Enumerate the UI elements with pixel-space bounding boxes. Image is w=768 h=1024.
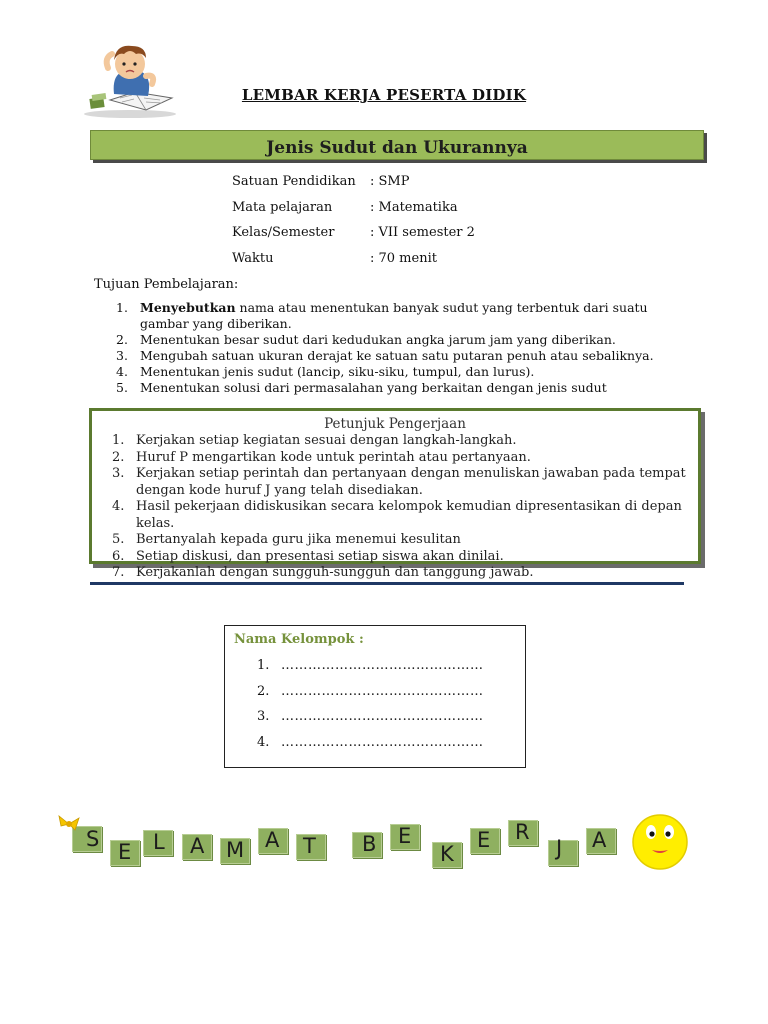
info-label: Satuan Pendidikan [232, 174, 356, 189]
instruction-number: 1. [112, 433, 125, 448]
banner-letter: A [592, 828, 607, 852]
instructions-list [112, 433, 692, 582]
objective-text: Menentukan besar sudut dari kedudukan angka jarum jam yang diberikan. [140, 332, 616, 347]
info-value: : VII semester 2 [370, 225, 475, 240]
instruction-number: 6. [112, 548, 125, 564]
group-member-field[interactable] [255, 658, 484, 684]
info-label: Mata pelajaran [232, 200, 333, 215]
instruction-number: 2. [112, 449, 125, 465]
objective-text: Menentukan jenis sudut (lancip, siku-siku, tumpul, dan lurus). [140, 364, 535, 379]
info-label: Waktu [232, 251, 274, 266]
objectives-heading: Tujuan Pembelajaran: [94, 277, 239, 292]
info-label: Kelas/Semester [232, 225, 335, 240]
group-title: Nama Kelompok : [234, 632, 364, 647]
group-member-field[interactable] [255, 735, 484, 761]
member-number: 2. [257, 683, 270, 699]
objective-text: nama atau menentukan banyak sudut yang terbentuk dari suatu gambar yang diberikan. [140, 300, 648, 331]
banner-letter: K [440, 842, 454, 866]
instruction-number: 3. [112, 466, 125, 481]
banner-letter: E [118, 840, 132, 864]
objective-item [110, 332, 670, 348]
topic-banner [90, 130, 704, 160]
info-row-class [232, 225, 475, 240]
instruction-item [112, 433, 692, 450]
objective-item [110, 380, 670, 396]
banner-letter: J [556, 836, 563, 860]
instruction-item [112, 466, 692, 499]
instruction-item [112, 499, 692, 532]
group-member-field[interactable] [255, 709, 484, 735]
objective-item [110, 364, 670, 380]
group-member-list [255, 658, 484, 760]
objective-item [110, 300, 670, 332]
banner-letter: T [303, 834, 316, 858]
instruction-text: Hasil pekerjaan didiskusikan secara kelompok kemudian dipresentasikan di depan kelas. [136, 499, 682, 531]
instruction-text: Setiap diskusi, dan presentasi setiap siswa akan dinilai. [136, 548, 504, 564]
banner-letter: E [398, 824, 412, 848]
member-blank: ……………………………………… [281, 658, 484, 673]
member-blank: ……………………………………… [281, 734, 484, 750]
ribbon-bow-icon [57, 812, 81, 836]
info-value: : SMP [370, 174, 410, 189]
instructions-box [89, 408, 701, 580]
objective-item [110, 348, 670, 364]
banner-letter: A [265, 828, 280, 852]
instructions-title: Petunjuk Pengerjaan [324, 416, 466, 432]
info-value: : 70 menit [370, 251, 437, 266]
instruction-item [112, 565, 692, 582]
objective-text: Mengubah satuan ukuran derajat ke satuan satu putaran penuh atau sebaliknya. [140, 348, 654, 363]
letter-tile [548, 836, 578, 866]
objective-number: 5. [116, 380, 128, 395]
objective-number: 2. [116, 332, 128, 347]
instruction-item [112, 450, 692, 467]
group-names-box [224, 625, 526, 768]
member-blank: ……………………………………… [281, 683, 484, 699]
info-row-school [232, 174, 409, 189]
objectives-list [110, 300, 670, 396]
banner-letter: A [190, 834, 205, 858]
banner-letter: E [477, 828, 491, 852]
instruction-number: 5. [112, 532, 125, 547]
banner-letter: S [86, 827, 100, 851]
info-row-time [232, 251, 437, 266]
student-reading-icon [80, 38, 180, 118]
objective-keyword: Menyebutkan [140, 300, 236, 315]
banner-letter: L [153, 830, 165, 854]
instruction-text: Bertanyalah kepada guru jika menemui kesulitan [136, 532, 461, 547]
banner-letter: M [226, 838, 245, 862]
section-divider [90, 582, 684, 585]
objective-number: 3. [116, 348, 128, 363]
instruction-text: Kerjakan setiap kegiatan sesuai dengan langkah-langkah. [136, 433, 517, 448]
objective-text: Menentukan solusi dari permasalahan yang berkaitan dengan jenis sudut [140, 380, 607, 395]
info-row-subject [232, 200, 458, 215]
page-title: LEMBAR KERJA PESERTA DIDIK [241, 86, 527, 104]
member-number: 3. [257, 709, 270, 724]
group-member-field[interactable] [255, 684, 484, 710]
topic-title: Jenis Sudut dan Ukurannya [266, 138, 528, 158]
instruction-number: 4. [112, 499, 125, 514]
instruction-item [112, 532, 692, 549]
objective-number: 4. [116, 364, 128, 379]
instruction-text: Kerjakan setiap perintah dan pertanyaan dengan menuliskan jawaban pada tempat dengan kode huruf J yang telah disediakan. [136, 466, 686, 498]
banner-letter: B [362, 832, 377, 856]
member-blank: ……………………………………… [281, 709, 484, 724]
info-value: : Matematika [370, 200, 458, 215]
instruction-text: Kerjakanlah dengan sungguh-sungguh dan tanggung jawab. [136, 565, 534, 580]
member-number: 4. [257, 734, 270, 750]
objective-number: 1. [116, 300, 128, 315]
banner-letter: R [515, 820, 530, 844]
instruction-number: 7. [112, 565, 125, 580]
member-number: 1. [257, 658, 270, 673]
instruction-text: Huruf P mengartikan kode untuk perintah atau pertanyaan. [136, 449, 531, 465]
smiley-face-icon [630, 812, 690, 872]
instruction-item [112, 549, 692, 566]
